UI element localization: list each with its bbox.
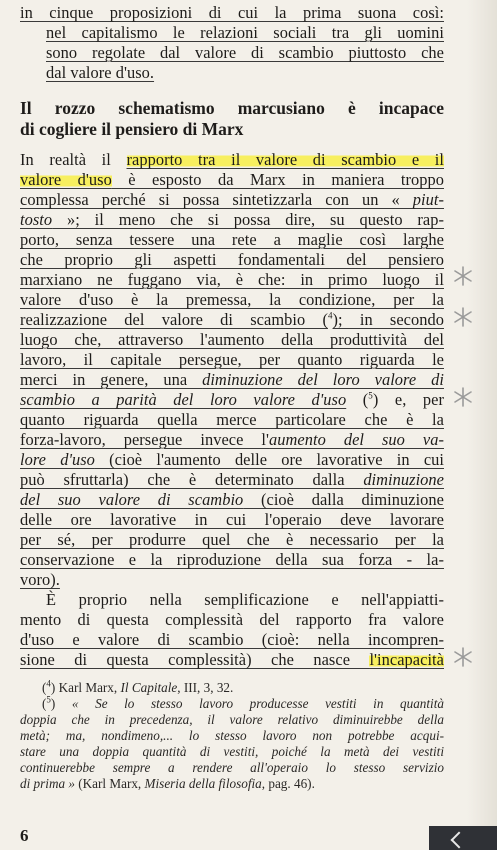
text-line: sione di questa complessità) che nasce l'incapacità	[20, 650, 444, 669]
text-line: può sfruttarla) che è determinato dalla diminuzione	[20, 470, 444, 489]
footnote: ($^4$) Karl Marx, Il Capitale, III, 3, 32.	[42, 678, 234, 695]
text-line: conservazione e la riproduzione della sua forza - la-	[20, 550, 444, 569]
highlighted-text: valore d'uso	[20, 170, 112, 189]
text-line: quanto riguarda quella merce particolare che è la	[20, 410, 444, 429]
text-line: merci in genere, una diminuzione del loro valore di	[20, 370, 444, 389]
text-line: marxiano ne fuggano via, è che: in primo luogo il	[20, 270, 444, 289]
footnote-line: metà; ma, nondimeno,... lo stesso lavoro non potrebbe acqui-	[20, 728, 444, 743]
footnote-line: stare una doppia quantità di vestiti, poiché la metà dei vestiti	[20, 744, 444, 759]
text-line: lore d'uso (cioè l'aumento delle ore lavorative in cui	[20, 450, 444, 469]
footnote-ref: 4	[327, 310, 333, 321]
text-line: per sé, per produrre quel che è necessario per la	[20, 530, 444, 549]
text-line: valore d'uso è esposto da Marx in maniera troppo	[20, 170, 444, 189]
text-line: complessa perché si possa sintetizzarla con un « piut-	[20, 190, 444, 209]
text-line: lavoro, il capitale persegue, per quanto riguarda le	[20, 350, 444, 369]
text-line: dal valore d'uso.	[46, 63, 155, 82]
text-line: scambio a parità del loro valore d'uso ($^5$) e, per	[20, 390, 445, 409]
text-line: sono regolate dal valore di scambio piuttosto che	[46, 43, 444, 62]
heading-line: di cogliere il pensiero di Marx	[20, 119, 244, 139]
text-line: del suo valore di scambio (cioè dalla diminuzione	[20, 490, 444, 509]
heading-line: Il rozzo schematismo marcusiano è incapace	[20, 98, 444, 118]
page-edge-shadow	[467, 0, 497, 850]
text-line: in cinque proposizioni di cui la prima suona così:	[20, 3, 444, 22]
text-line: nel capitalismo le relazioni sociali tra gli uomini	[46, 23, 444, 42]
text-line: voro).	[20, 570, 60, 589]
footnote: ($^5$) « Se lo stesso lavoro producesse vestiti in quantità	[42, 694, 444, 711]
footnote-ref: 5	[368, 390, 373, 401]
text-line: È proprio nella semplificazione e nell'appiatti-	[46, 590, 444, 609]
highlighted-text: l'incapacità	[369, 650, 444, 669]
text-line: porto, senza tessere una rete a maglie così larghe	[20, 230, 444, 249]
text-line: luogo che, attraverso l'aumento della produttività del	[20, 330, 444, 349]
footnote-line: di prima » (Karl Marx, Miseria della filosofia, pag. 46).	[20, 776, 315, 791]
text-line: valore d'uso è la premessa, la condizione, per la	[20, 290, 444, 309]
text-line: d'uso e valore di scambio (cioè: nella incompren-	[20, 630, 444, 649]
text-line: realizzazione del valore di scambio ($^4$); in secondo	[20, 310, 444, 329]
nav-button[interactable]	[429, 826, 497, 850]
text-line: In realtà il rapporto tra il valore di scambio e il	[20, 150, 444, 169]
text-line: che proprio gli aspetti fondamentali del pensiero	[20, 250, 444, 269]
highlighted-text: rapporto tra il valore di scambio e il	[126, 150, 444, 169]
footnote-line: doppia che in precedenza, il valore relativo diminuirebbe della	[20, 712, 444, 727]
text-line: mento di questa complessità del rapporto fra valore	[20, 610, 444, 629]
footnote-line: continuerebbe sempre a rendere all'operaio lo stesso servizio	[20, 760, 444, 775]
text-line: forza-lavoro, persegue invece l'aumento del suo va-	[20, 430, 444, 449]
text-line: delle ore lavorative in cui l'operaio deve lavorare	[20, 510, 444, 529]
page-number: 6	[20, 826, 29, 845]
chevron-icon	[451, 832, 468, 849]
text-line: tosto »; il meno che si possa dire, su questo rap-	[20, 210, 444, 229]
